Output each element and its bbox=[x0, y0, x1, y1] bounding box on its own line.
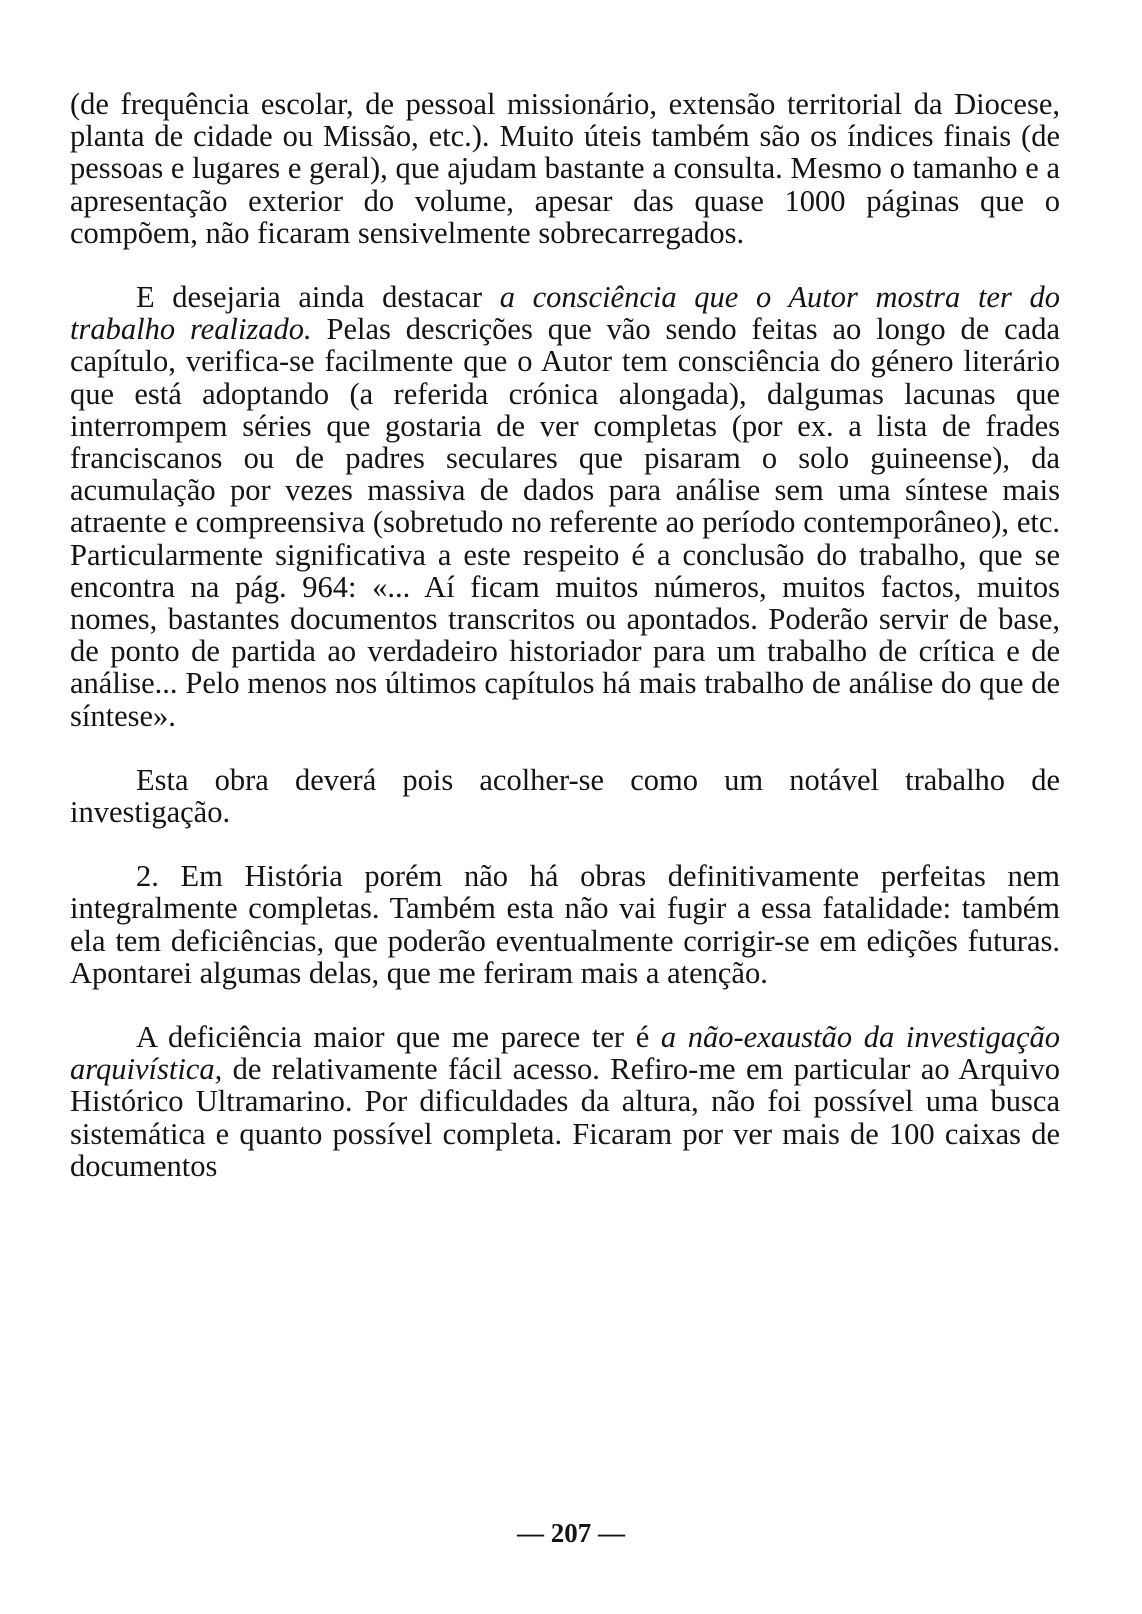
paragraph-5-text-b: de relativamente fácil acesso. Refiro-me em particular ao Arquivo Histórico Ultramarino. Por dificuldades da altura, não foi possível uma busca sistemática e quanto possível completa. Ficaram por ver mais de 100 caixas de documentos bbox=[70, 1052, 1060, 1183]
paragraph-2-emphasis: a consciência que o Autor mostra ter do trabalho realizado. bbox=[70, 280, 1061, 347]
paragraph-3-text: Esta obra deverá pois acolher-se como um notável trabalho de investigação. bbox=[70, 762, 1060, 830]
paragraph-2-text-b: Pelas descrições que vão sendo feitas ao longo de cada capítulo, verifica-se facilmente que o Autor tem consciência do género literário que está adoptando (a referida crónica alongada), dalgumas lacunas que interrompem séries que gostaria de ver completas (por ex. a lista de frades franciscanos ou de padres seculares que pisaram o solo guineense), da acumulação por vezes massiva de dados para análise sem uma síntese mais atraente e compreensiva (sobretudo no referente ao período contemporâneo), etc. Particularmente significativa a este respeito é a conclusão do trabalho, que se encontra na pág. 964: «... Aí ficam muitos números, muitos factos, muitos nomes, bastantes documentos transcritos ou apontados. Poderão servir de base, de ponto de partida ao verdadeiro historiador para um trabalho de crítica e de análise... Pelo menos nos últimos capítulos há mais trabalho de análise do que de síntese». bbox=[70, 312, 1060, 733]
paragraph-1-text: (de frequência escolar, de pessoal missionário, extensão territorial da Diocese, planta de cidade ou Missão, etc.). Muito úteis também são os índices finais (de pessoas e lugares e geral), que ajudam bastante a consulta. Mesmo o tamanho e a apresentação exterior do volume, apesar das quase 1000 páginas que o compõem, não ficaram sensivelmente sobrecarregados. bbox=[70, 87, 1060, 250]
paragraph-5 bbox=[70, 1021, 1060, 1182]
paragraph-3 bbox=[70, 764, 1060, 828]
paragraph-5-text-a: A deficiência maior que me parece ter é bbox=[136, 1020, 661, 1055]
paragraph-4 bbox=[70, 860, 1060, 989]
page-number: — 207 — bbox=[517, 1518, 625, 1548]
page-body bbox=[70, 88, 1060, 1182]
paragraph-4-text: 2. Em História porém não há obras definitivamente perfeitas nem integralmente completas. Também esta não vai fugir a essa fatalidade: também ela tem deficiências, que poderão eventualmente corrigir-se em edições futuras. Apontarei algumas delas, que me feriram mais a atenção. bbox=[70, 859, 1060, 990]
paragraph-5-emphasis: a não-exaustão da investigação arquivística, bbox=[70, 1020, 1060, 1087]
paragraph-1 bbox=[70, 88, 1060, 249]
paragraph-2-text-a: E desejaria ainda destacar bbox=[136, 280, 500, 315]
paragraph-2 bbox=[70, 281, 1060, 732]
